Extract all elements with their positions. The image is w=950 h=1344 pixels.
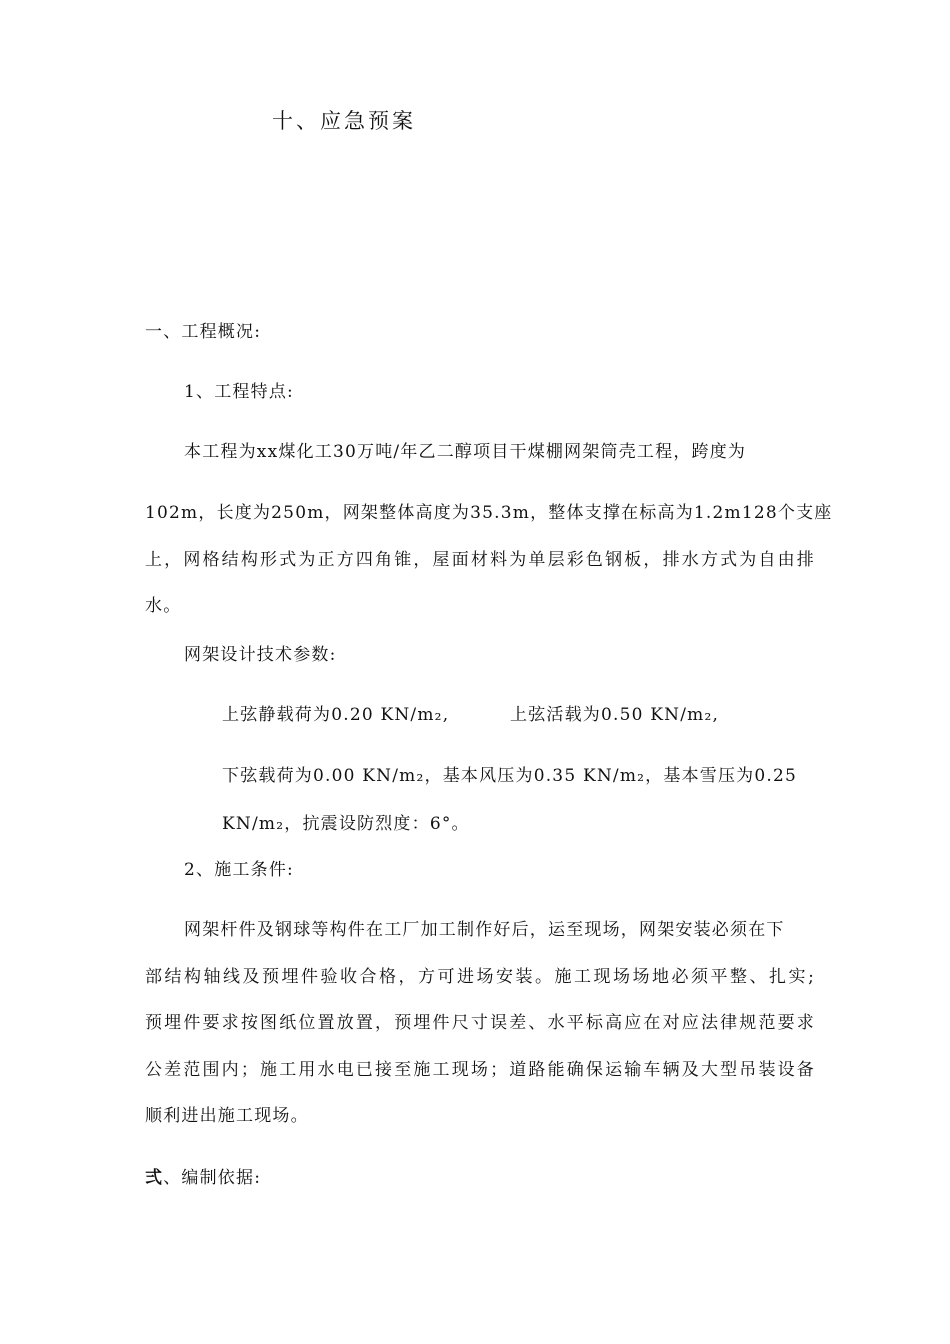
paragraph-line: 网架杆件及钢球等构件在工厂加工制作好后，运至现场，网架安装必须在下 [184,920,785,940]
paragraph-line: 水。 [145,596,182,616]
section-number: 弍 [145,1168,164,1188]
section-heading-overview: 一、工程概况: [145,322,262,342]
paragraph-line: 公差范围内；施工用水电已接至施工现场；道路能确保运输车辆及大型吊装设备 [145,1060,815,1080]
param-upper-static-load: 上弦静载荷为0.20 KN/m₂, [222,705,450,725]
paragraph-line: 上，网格结构形式为正方四角锥，屋面材料为单层彩色钢板，排水方式为自由排 [145,550,815,570]
paragraph-line: 部结构轴线及预埋件验收合格，方可进场安装。施工现场场地必须平整、扎实; [145,967,815,987]
subsection-heading-features: 1、工程特点: [184,382,294,402]
paragraph-line: 预埋件要求按图纸位置放置，预埋件尺寸误差、水平标高应在对应法律规范要求 [145,1013,815,1033]
param-seismic: KN/m₂，抗震设防烈度：6°。 [222,814,470,834]
section-heading-label: 、编制依据: [163,1168,262,1188]
paragraph-line: 本工程为xx煤化工30万吨/年乙二醇项目干煤棚网架筒壳工程，跨度为 [184,442,747,462]
paragraph-line: 顺利进出施工现场。 [145,1106,309,1126]
parameters-heading: 网架设计技术参数: [184,645,337,665]
param-upper-live-load: 上弦活载为0.50 KN/m₂, [510,705,720,725]
paragraph-line: 102m，长度为250m，网架整体高度为35.3m，整体支撑在标高为1.2m128个支座 [145,503,833,523]
subsection-heading-conditions: 2、施工条件: [184,860,294,880]
page-title: 十、应急预案 [272,109,416,133]
param-lower-load-wind-snow: 下弦载荷为0.00 KN/m₂，基本风压为0.35 KN/m₂，基本雪压为0.25 [222,766,798,786]
section-heading-basis [145,1166,261,1190]
